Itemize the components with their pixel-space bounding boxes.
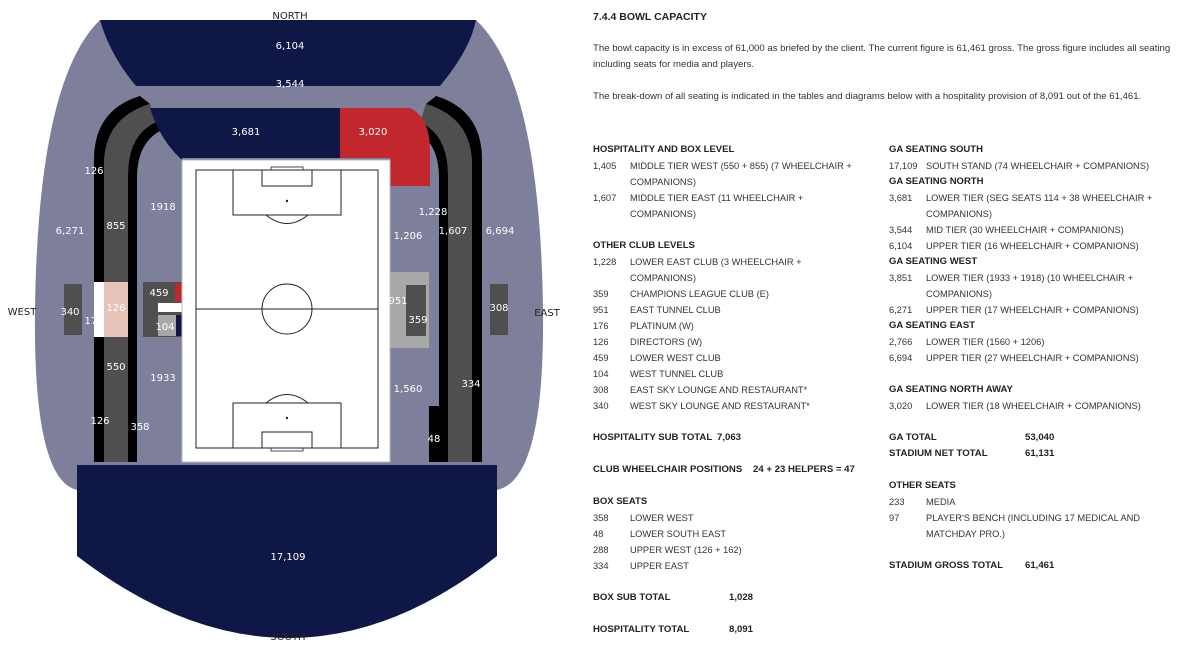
section-title: 7.4.4 BOWL CAPACITY <box>593 11 707 23</box>
list-item: 6,271 UPPER TIER (17 WHEELCHAIR + COMPANIONS) <box>889 305 1139 315</box>
box-sub-total: BOX SUB TOTAL 1,028 <box>593 592 754 603</box>
list-item: 2,766 LOWER TIER (1560 + 1206) <box>889 337 1045 347</box>
label-e-951: 951 <box>388 296 408 307</box>
list-item: 288 UPPER WEST (126 + 162) <box>593 545 742 555</box>
label-w-126-top: 126 <box>84 166 104 177</box>
west-label: WEST <box>7 307 37 318</box>
label-w-855: 855 <box>106 221 126 232</box>
label-w-1933: 1933 <box>150 373 176 384</box>
label-e-308: 308 <box>489 303 509 314</box>
label-w-459: 459 <box>149 288 169 299</box>
other-club-heading: OTHER CLUB LEVELS <box>593 240 695 251</box>
list-item: 459 LOWER WEST CLUB <box>593 353 721 363</box>
list-item: 1,405 MIDDLE TIER WEST (550 + 855) (7 WHEELCHAIR + COMPANIONS) <box>593 161 852 187</box>
label-e-1228: 1,228 <box>418 207 448 218</box>
list-item: 3,681 LOWER TIER (SEG SEATS 114 + 38 WHEELCHAIR + COMPANIONS) <box>889 193 1153 219</box>
ga-east-heading: GA SEATING EAST <box>889 320 976 331</box>
list-item: 3,020 LOWER TIER (18 WHEELCHAIR + COMPANIONS) <box>889 401 1141 411</box>
west-club-white <box>158 303 182 312</box>
label-w-126-dir: 126 <box>106 303 126 314</box>
hospitality-box-heading: HOSPITALITY AND BOX LEVEL <box>593 144 735 155</box>
label-e-334: 334 <box>461 379 481 390</box>
club-wheelchair-positions: CLUB WHEELCHAIR POSITIONS 24 + 23 HELPERS = 47 <box>593 464 855 475</box>
label-upper-north: 6,104 <box>275 41 305 52</box>
right-summary-column <box>889 142 1179 574</box>
list-item: 126 DIRECTORS (W) <box>593 337 703 347</box>
label-w-176: 176 <box>84 316 104 327</box>
bowl-capacity-text <box>593 0 1183 667</box>
label-lower-north: 3,681 <box>231 127 261 138</box>
label-e-48: 48 <box>427 434 441 445</box>
list-item: 233 MEDIA <box>889 497 956 507</box>
platinum-box <box>94 282 104 337</box>
west-tunnel-red <box>176 315 182 336</box>
list-item: 334 UPPER EAST <box>593 561 689 571</box>
east-label: EAST <box>534 308 560 319</box>
list-item: 1,228 LOWER EAST CLUB (3 WHEELCHAIR + COMPANIONS) <box>593 257 802 283</box>
list-item: 3,544 MID TIER (30 WHEELCHAIR + COMPANIONS) <box>889 225 1124 235</box>
hospitality-sub-total: HOSPITALITY SUB TOTAL 7,063 <box>593 432 742 443</box>
stadium-gross-total: STADIUM GROSS TOTAL 61,461 <box>889 560 1055 571</box>
ga-total: GA TOTAL 53,040 <box>889 432 1055 443</box>
label-upper-east: 6,694 <box>485 226 515 237</box>
list-item: 3,851 LOWER TIER (1933 + 1918) (10 WHEELCHAIR + COMPANIONS) <box>889 273 1134 299</box>
list-item: 6,104 UPPER TIER (16 WHEELCHAIR + COMPANIONS) <box>889 241 1139 251</box>
list-item: 951 EAST TUNNEL CLUB <box>593 305 721 315</box>
west-club-red <box>175 284 182 302</box>
intro-paragraph: The bowl capacity is in excess of 61,000 as briefed by the client. The current figure is 61,461 gross. The gross figure includes all seating including seats for media and players. <box>593 43 1171 70</box>
list-item: 308 EAST SKY LOUNGE AND RESTAURANT* <box>593 385 808 395</box>
box-seats-heading: BOX SEATS <box>593 496 648 507</box>
left-summary-column <box>593 142 863 638</box>
list-item: 358 LOWER WEST <box>593 513 694 523</box>
label-w-1918: 1918 <box>150 202 176 213</box>
label-w-358: 358 <box>130 422 150 433</box>
south-label: SOUTH <box>270 632 306 643</box>
label-upper-west: 6,271 <box>55 226 85 237</box>
label-w-126-bot: 126 <box>90 416 110 427</box>
label-w-550: 550 <box>106 362 126 373</box>
hospitality-total: HOSPITALITY TOTAL 8,091 <box>593 624 754 635</box>
label-mid-north: 3,544 <box>275 79 305 90</box>
list-item: 176 PLATINUM (W) <box>593 321 694 331</box>
football-pitch <box>182 160 390 462</box>
ga-west-heading: GA SEATING WEST <box>889 256 978 267</box>
label-e-1206: 1,206 <box>393 231 423 242</box>
label-north-away: 3,020 <box>358 127 388 138</box>
list-item: 340 WEST SKY LOUNGE AND RESTAURANT* <box>593 401 810 411</box>
list-item: 1,607 MIDDLE TIER EAST (11 WHEELCHAIR + COMPANIONS) <box>593 193 804 219</box>
list-item: 97 PLAYER'S BENCH (INCLUDING 17 MEDICAL AND MATCHDAY PRO.) <box>889 513 1141 539</box>
label-e-1607: 1,607 <box>438 226 468 237</box>
list-item: 359 CHAMPIONS LEAGUE CLUB (E) <box>593 289 769 299</box>
upper-north-stand <box>100 20 476 86</box>
ga-south-heading: GA SEATING SOUTH <box>889 144 983 155</box>
stadium-net-total: STADIUM NET TOTAL 61,131 <box>889 448 1055 459</box>
breakdown-paragraph: The break-down of all seating is indicated in the tables and diagrams below with a hospitality provision of 8,091 out of the 61,461. <box>593 91 1142 102</box>
ga-north-away-heading: GA SEATING NORTH AWAY <box>889 384 1013 395</box>
north-label: NORTH <box>272 11 308 22</box>
list-item: 6,694 UPPER TIER (27 WHEELCHAIR + COMPANIONS) <box>889 353 1139 363</box>
list-item: 17,109 SOUTH STAND (74 WHEELCHAIR + COMPANIONS) <box>889 161 1150 171</box>
label-e-1560: 1,560 <box>393 384 423 395</box>
label-w-104: 104 <box>155 322 175 333</box>
other-seats-heading: OTHER SEATS <box>889 480 956 491</box>
ga-north-heading: GA SEATING NORTH <box>889 176 984 187</box>
label-south: 17,109 <box>270 552 306 563</box>
stadium-seating-diagram <box>0 0 580 667</box>
champions-league-club <box>406 285 426 336</box>
list-item: 48 LOWER SOUTH EAST <box>593 529 727 539</box>
list-item: 104 WEST TUNNEL CLUB <box>593 369 724 379</box>
label-w-340: 340 <box>60 307 80 318</box>
label-e-359: 359 <box>408 315 428 326</box>
